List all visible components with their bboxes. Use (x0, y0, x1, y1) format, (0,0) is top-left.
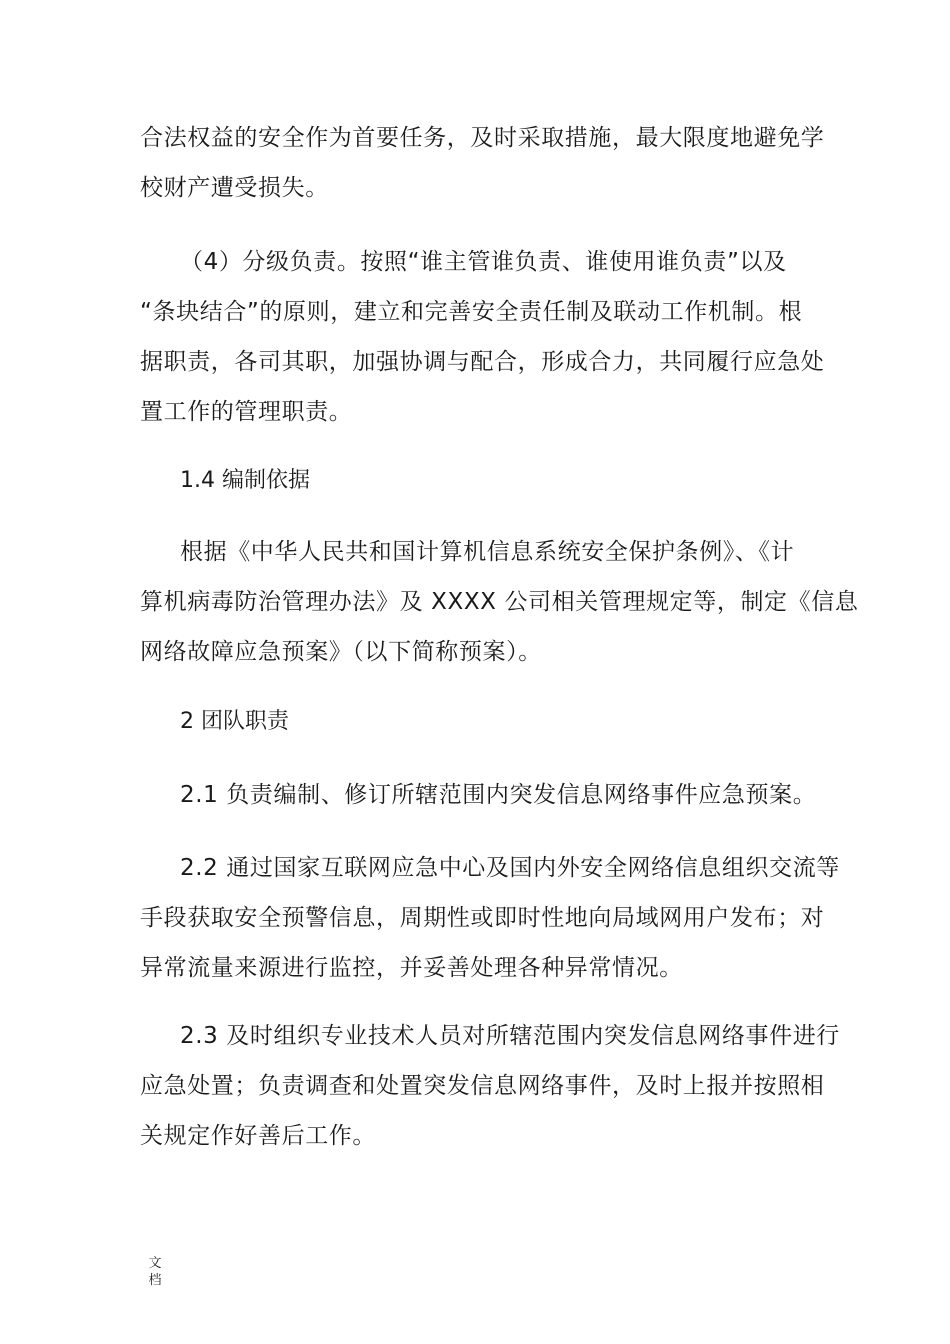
section-heading-team-duties: 2 团队职责 (180, 709, 289, 734)
paragraph-duty-2-2 (140, 843, 840, 993)
paragraph-graded-responsibility (140, 237, 825, 437)
footer-char: 档 (148, 1273, 162, 1288)
text-line: 网络故障应急预案》（以下简称预案）。 (140, 639, 542, 665)
text-line: 根据《中华人民共和国计算机信息系统安全保护条例》、《计 (180, 539, 795, 565)
paragraph-duty-2-3 (140, 1011, 840, 1161)
paragraph-duty-continuation (140, 113, 825, 213)
text-line: 合法权益的安全作为首要任务，及时采取措施，最大限度地避免学 (140, 125, 825, 151)
text-line: 2.3 及时组织专业技术人员对所辖范围内突发信息网络事件进行 (180, 1023, 840, 1049)
footer-document-mark (147, 1255, 163, 1289)
section-heading-compilation-basis: 1.4 编制依据 (180, 468, 310, 493)
text-line: 手段获取安全预警信息，周期性或即时性地向局域网用户发布；对 (140, 905, 825, 931)
text-line: 异常流量来源进行监控，并妥善处理各种异常情况。 (140, 955, 683, 981)
text-line: 2.2 通过国家互联网应急中心及国内外安全网络信息组织交流等 (180, 855, 840, 881)
text-line: 2.1 负责编制、修订所辖范围内突发信息网络事件应急预案。 (180, 782, 817, 808)
text-line: 应急处置；负责调查和处置突发信息网络事件，及时上报并按照相 (140, 1073, 825, 1099)
text-line: 据职责，各司其职，加强协调与配合，形成合力，共同履行应急处 (140, 349, 825, 375)
text-line: 关规定作好善后工作。 (140, 1123, 376, 1149)
text-line: 校财产遭受损失。 (140, 175, 329, 201)
paragraph-compilation-basis (140, 527, 859, 677)
text-line: “条块结合”的原则，建立和完善安全责任制及联动工作机制。根 (140, 299, 803, 325)
footer-char: 文 (148, 1256, 162, 1271)
text-line: 算机病毒防治管理办法》及 XXXX 公司相关管理规定等，制定《信息 (140, 589, 859, 615)
text-line: 置工作的管理职责。 (140, 399, 353, 425)
paragraph-duty-2-1 (140, 770, 817, 820)
text-line: （4）分级负责。按照“谁主管谁负责、谁使用谁负责”以及 (180, 249, 787, 275)
